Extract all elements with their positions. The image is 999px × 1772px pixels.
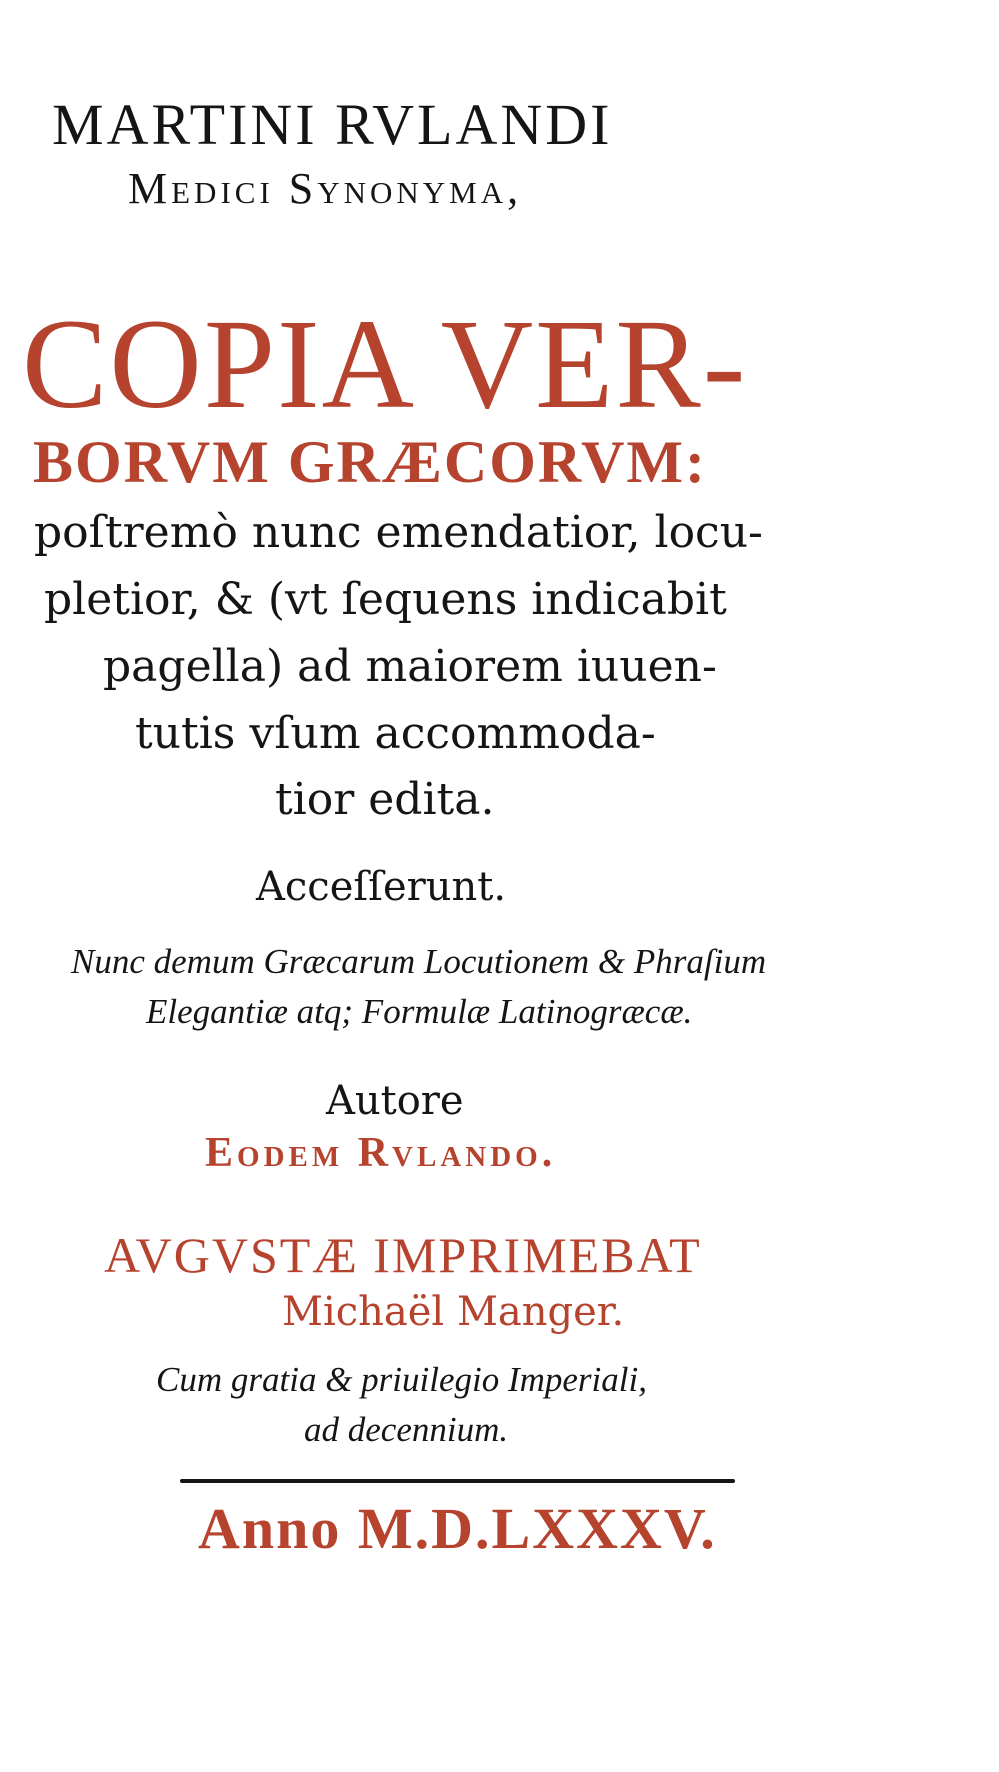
author-heading: MARTINI RVLANDI <box>52 92 613 157</box>
additions-line: Elegantiæ atq; Formulæ Latinogræcæ. <box>146 992 693 1031</box>
autore-name: Eodem Rvlando. <box>205 1130 557 1176</box>
subtitle: Medici Synonyma, <box>128 164 523 213</box>
additions-line: Nunc demum Græcarum Locutionem & Phraſium <box>71 942 767 981</box>
privilege-line: ad decennium. <box>304 1410 509 1449</box>
imprint-line-2: Michaël Manger. <box>282 1289 625 1335</box>
description-line: tior edita. <box>275 774 495 825</box>
publication-year: Anno M.D.LXXXV. <box>198 1496 717 1561</box>
description-line: poſtremò nunc emendatior, locu- <box>34 507 763 558</box>
autore-label: Autore <box>326 1078 464 1124</box>
description-line: tutis vſum accommoda- <box>135 708 656 759</box>
main-title-line-1: COPIA VER- <box>22 293 748 435</box>
horizontal-rule <box>180 1479 735 1483</box>
imprint-line-1: AVGVSTÆ IMPRIMEBAT <box>104 1227 702 1283</box>
main-title-line-2: BORVM GRÆCORVM: <box>33 429 708 495</box>
accesserunt-heading: Acceſſerunt. <box>256 864 507 910</box>
privilege-line: Cum gratia & priuilegio Imperiali, <box>156 1360 647 1399</box>
description-line: pletior, & (vt ſequens indicabit <box>44 574 727 625</box>
description-line: pagella) ad maiorem iuuen- <box>103 641 717 692</box>
